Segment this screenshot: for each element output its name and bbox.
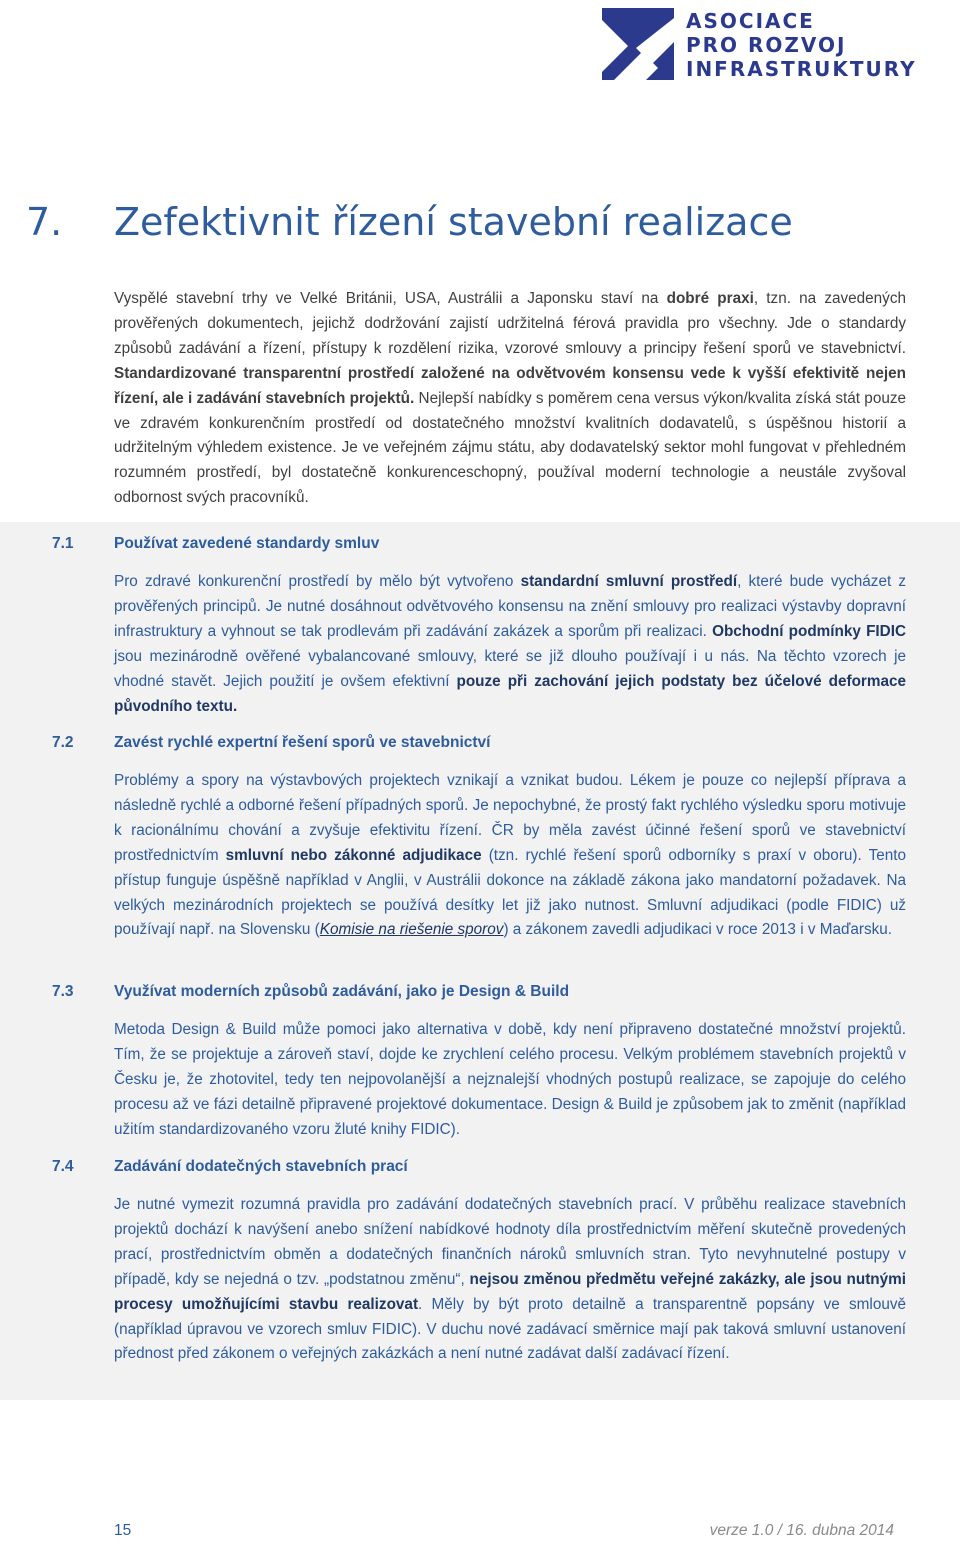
text-run: Pro zdravé konkurenční prostředí by mělo být vytvořeno [114,573,521,590]
bold-text: standardní smluvní prostředí [520,573,738,590]
section-7-1 [0,532,960,719]
text-run: ) a zákonem zavedli adjudikaci v roce 2013 i v Maďarsku. [503,921,893,939]
chapter-title-text: Zefektivnit řízení stavební realizace [114,200,793,244]
section-heading [0,980,960,1004]
section-number: 7.2 [52,734,74,751]
bold-text: pouze při zachování jejich podstaty bez účelové deformace původního textu. [114,672,906,715]
section-paragraph [114,1018,906,1143]
intro-block [0,287,960,511]
bold-text: Standardizované transparentní prostředí založené na odvětvovém konsensu vede k vyšší efektivitě nejen řízení, ale i zadávání stavebních projektů. [114,364,906,407]
bold-text: Obchodní podmínky FIDIC [712,622,907,640]
intro-paragraph [114,287,906,511]
page-footer [0,1519,960,1543]
section-number: 7.1 [52,535,74,552]
text-run: (tzn. rychlé řešení sporů odborníky s praxí v oboru). Tento přístup funguje úspěšně například v Anglii, v Austrálii dokonce na základě zákona jako mandatorní požadavek. Na velkých mezinárodních projektech se používá desítky let již jako nutnost. Smluvní adjudikaci (podle FIDIC) už používají např. na Slovensku ( [114,846,907,939]
section-7-2 [0,731,960,943]
section-paragraph [114,769,906,943]
logo-line-3: INFRASTRUKTURY [686,57,917,81]
text-run: , tzn. na zavedených prověřených dokumentech, jejichž dodržování zajistí udržitelná férová pravidla pro všechny. Jde o standardy způsobů zadávání a řízení, přístupy k rozdělení rizika, vzorové smlouvy a principy řešení sporů ve stavebnictví. [114,290,906,357]
section-number: 7.3 [52,983,74,1000]
bold-text: dobré praxi [666,290,754,307]
section-title: Využívat moderních způsobů zadávání, jako je Design & Build [114,983,570,1000]
text-run: jsou mezinárodně ověřené vybalancované smlouvy, které se již dlouho používají i u nás. Na těchto vzorech je vhodné stavět. Jejich použití je ovšem efektivní [114,647,906,690]
section-heading [0,532,960,556]
section-number: 7.4 [52,1158,74,1175]
section-heading [0,731,960,755]
sections-panel [0,522,960,1400]
association-logo [602,8,917,81]
section-title: Používat zavedené standardy smluv [114,535,380,552]
reference-link[interactable]: Komisie na riešenie sporov [319,921,504,939]
section-title: Zavést rychlé expertní řešení sporů ve stavebnictví [114,734,491,751]
text-run: Metoda Design & Build může pomoci jako alternativa v době, kdy není připraveno dostatečné množství projektů. Tím, že se projektuje a zároveň staví, dojde ke zrychlení celého procesu. Velkým problémem stavebních projektů v Česku je, že zhotovitel, tedy ten nejpovolanější a nejznalejší vhodných postupů realizace, se zapojuje do celého procesu až ve fázi detailně připravené projektové dokumentace. Design & Build je způsobem jak to změnit (například užitím standardizovaného vzoru žluté knihy FIDIC). [114,1021,906,1138]
page-number: 15 [114,1522,132,1539]
logo-mark-icon [602,8,674,80]
section-7-4 [0,1155,960,1367]
section-paragraph [114,570,906,719]
section-7-3 [0,980,960,1143]
text-run: , které bude vycházet z prověřených principů. Je nutné dosáhnout odvětvového konsensu na znění smlouvy pro realizaci výstavby dopravní infrastruktury a vyhnout se tak prodlevám při zadávání zakázek a sporům při realizaci. [114,573,906,640]
chapter-number: 7. [26,200,63,244]
logo-line-2: PRO ROZVOJ [686,33,847,57]
text-run: Je nutné vymezit rozumná pravidla pro zadávání dodatečných stavebních prací. V průběhu realizace stavebních projektů dochází k navýšení anebo snížení nabídkové hodnoty díla prostřednictvím měření skutečně provedených prací, prostřednictvím obměn a dodatečných finančních nároků smluvních stran. Tyto nevyhnutelné postupy v případě, kdy se nejedná o tzv. „podstatnou změnu“, [114,1196,906,1288]
text-run: Problémy a spory na výstavbových projektech vznikají a vznikat budou. Lékem je pouze co nejlepší příprava a následně rychlé a odborné řešení případných sporů. Je nepochybné, že prostý fakt rychlého výsledku sporu motivuje k racionálnímu chování a zvyšuje efektivitu řízení. ČR by měla zavést účinné řešení sporů ve stavebnictví prostřednictvím [114,772,906,864]
text-run: Nejlepší nabídky s poměrem cena versus výkon/kvalita získá stát pouze ve zdravém konkurenčním prostředí od dostatečného množství kvalitních dodavatelů, s úspěšnou historií a udržitelným výhledem existence. Je ve veřejném zájmu státu, aby dodavatelský sektor mohl fungovat v přehledném rozumném prostředí, byl dostatečně konkurenceschopný, používal moderní technologie a neustále zvyšoval odbornost svých pracovníků. [114,389,906,507]
bold-text: nejsou změnou předmětu veřejné zakázky, ale jsou nutnými procesy umožňujícími stavbu realizovat [114,1270,906,1313]
version-label: verze 1.0 / 16. dubna 2014 [709,1522,894,1539]
section-title: Zadávání dodatečných stavebních prací [114,1158,408,1175]
bold-text: smluvní nebo zákonné adjudikace [225,846,482,864]
text-run: . Měly by být proto detailně a transparentně popsány ve smlouvě (například úpravou ve vzorech smluv FIDIC). V duchu nové zadávací směrnice mají pak taková smluvní ustanovení přednost před zákonem o veřejných zakázkách a není nutné zadávat další zadávací řízení. [114,1295,906,1363]
section-heading [0,1155,960,1179]
logo-line-1: ASOCIACE [686,9,815,33]
chapter-title [26,196,793,248]
text-run: Vyspělé stavební trhy ve Velké Británii, USA, Austrálii a Japonsku staví na [114,290,667,307]
section-paragraph [114,1193,906,1367]
